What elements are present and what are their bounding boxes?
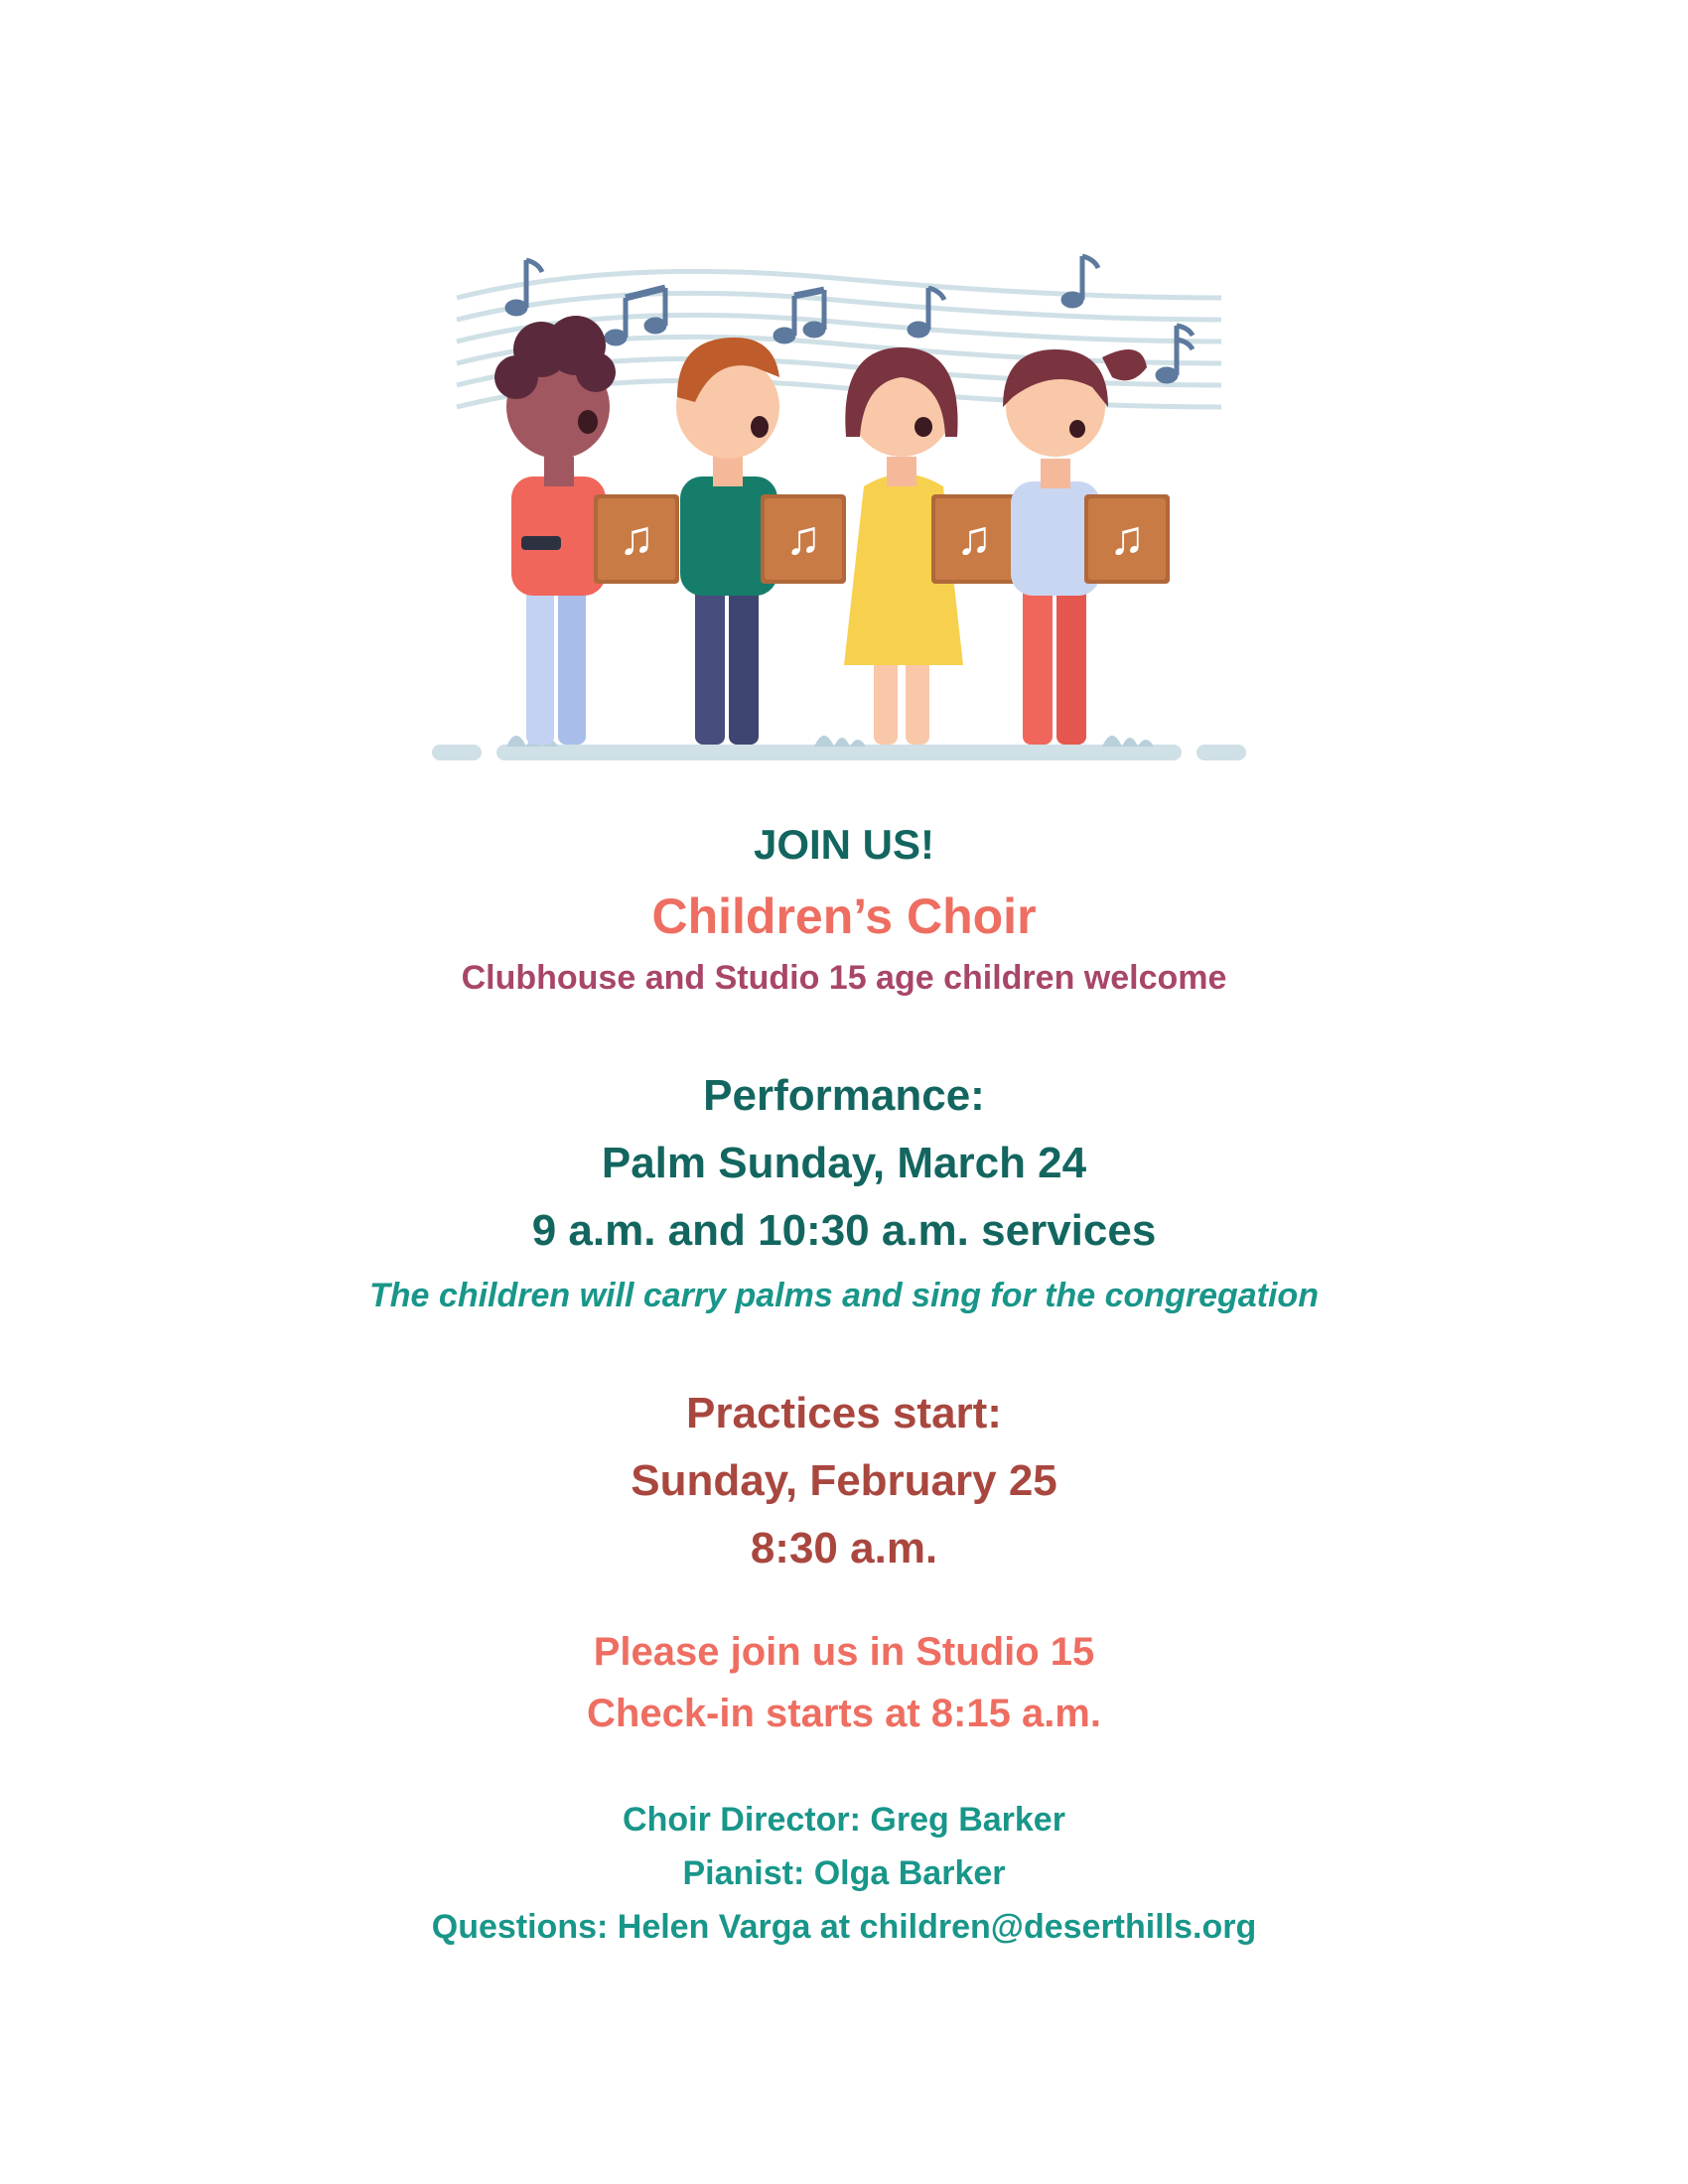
music-note-icon (1156, 326, 1193, 383)
subtitle: Clubhouse and Studio 15 age children welcome (461, 959, 1227, 997)
page-title: Children’s Choir (651, 888, 1037, 944)
choir-director: Choir Director: Greg Barker (623, 1801, 1065, 1839)
ground (432, 736, 1246, 760)
pianist: Pianist: Olga Barker (682, 1854, 1006, 1892)
svg-text:♫: ♫ (785, 512, 821, 565)
practices-date: Sunday, February 25 (631, 1456, 1057, 1505)
child-singer-4 (1003, 349, 1170, 745)
svg-text:♫: ♫ (619, 512, 654, 565)
child-singer-2 (676, 338, 846, 745)
questions-contact: Questions: Helen Varga at children@deserthills.org (431, 1908, 1257, 1946)
child-singer-3 (844, 347, 1017, 745)
children-choir-illustration (417, 238, 1271, 794)
svg-text:♫: ♫ (1109, 512, 1145, 565)
location-line-1: Please join us in Studio 15 (593, 1630, 1095, 1674)
performance-label: Performance: (703, 1071, 985, 1120)
svg-text:♫: ♫ (956, 512, 992, 565)
location-line-2: Check-in starts at 8:15 a.m. (587, 1692, 1101, 1735)
performance-note: The children will carry palms and sing for the congregation (369, 1277, 1319, 1314)
performance-times: 9 a.m. and 10:30 a.m. services (531, 1206, 1157, 1255)
performance-date: Palm Sunday, March 24 (601, 1139, 1087, 1187)
practices-label: Practices start: (686, 1389, 1002, 1437)
music-note-icon (1061, 256, 1098, 308)
practices-time: 8:30 a.m. (750, 1524, 938, 1572)
join-us-heading: JOIN US! (753, 821, 935, 868)
